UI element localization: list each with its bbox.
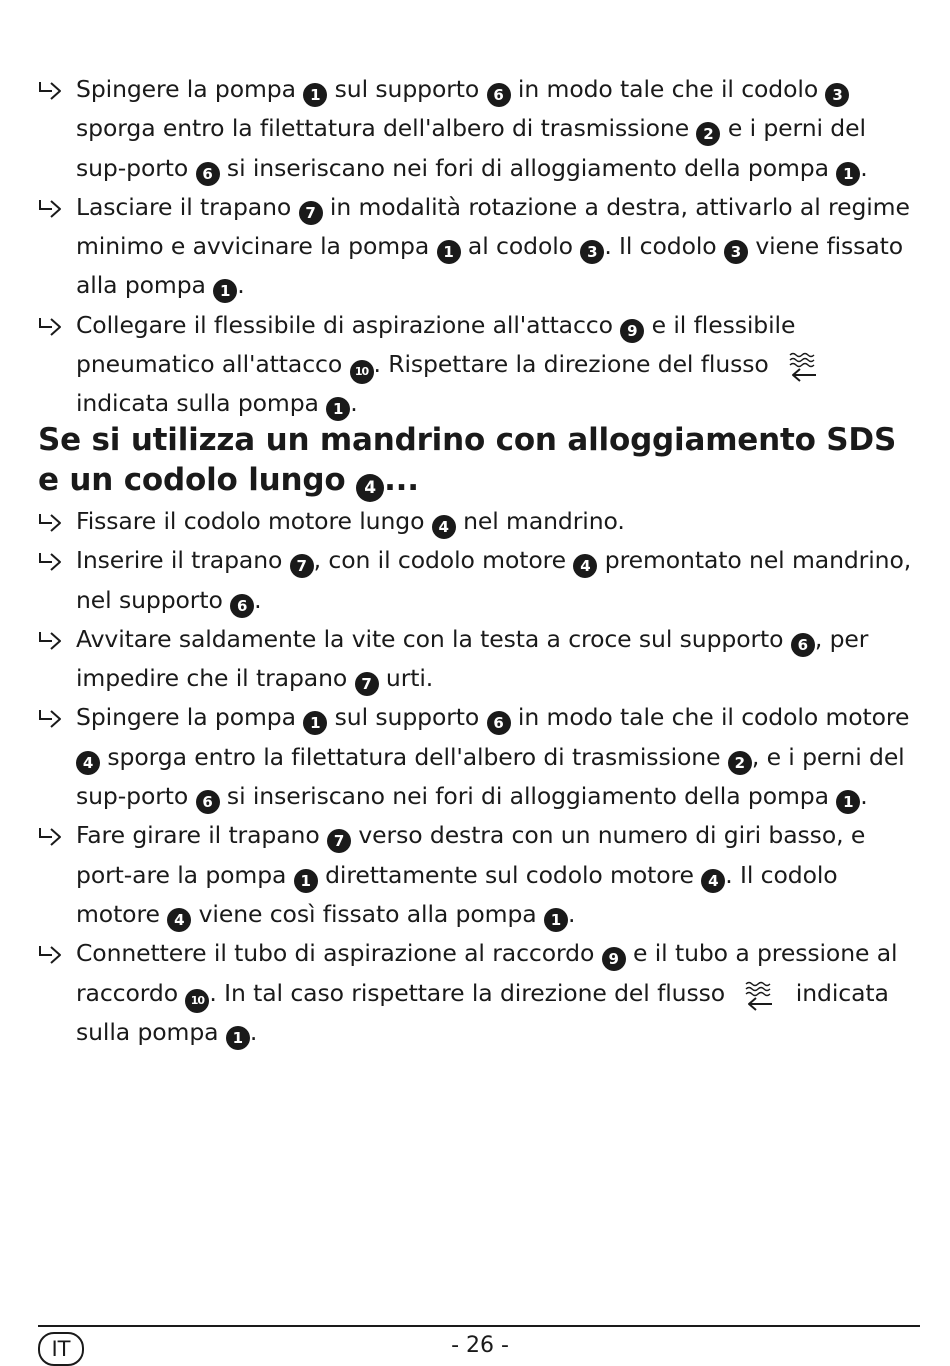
step-text: sporga entro la filettatura dell'albero di trasmissione	[100, 742, 728, 771]
step-text: Spingere la pompa	[76, 75, 304, 103]
step-text: .	[237, 271, 245, 300]
section-heading-suffix: ...	[384, 462, 419, 498]
step-text: .	[254, 585, 262, 614]
instruction-list-bottom	[38, 502, 922, 1052]
step-arrow-icon	[38, 707, 64, 729]
step-text: indicata sulla pompa	[76, 978, 889, 1046]
part-number-badge: 6	[196, 790, 220, 814]
step-text: sul supporto	[327, 703, 487, 732]
footer-divider	[38, 1325, 920, 1327]
section-heading	[38, 420, 918, 502]
step-text: al codolo	[460, 232, 581, 261]
step-text: . Rispettare la direzione del flusso	[373, 350, 777, 379]
step-text: e i perni del sup-porto	[76, 114, 866, 182]
step-text: Fissare il codolo motore lungo	[76, 507, 432, 535]
flow-direction-icon	[740, 979, 780, 1013]
part-number-badge: 3	[724, 240, 748, 264]
part-number-badge: 9	[602, 947, 626, 971]
part-number-badge: 4	[356, 474, 384, 502]
step-text: , con il codolo motore	[313, 546, 574, 575]
part-number-badge: 6	[487, 83, 511, 107]
step-text: .	[860, 782, 868, 811]
part-number-badge: 3	[580, 240, 604, 264]
step-text: in modalità rotazione a destra, attivarlo al regime minimo e avvicinare la pompa	[76, 192, 910, 261]
step-arrow-icon	[38, 825, 64, 847]
step-arrow-icon	[38, 197, 64, 219]
instruction-step	[38, 502, 922, 541]
part-number-badge: 1	[294, 869, 318, 893]
step-text: , e i perni del sup-porto	[76, 742, 905, 811]
part-number-badge: 7	[299, 201, 323, 225]
part-number-badge: 3	[825, 83, 849, 107]
step-text: , per impedire che il trapano	[76, 624, 869, 693]
language-badge: IT	[38, 1332, 84, 1366]
step-text: .	[860, 153, 868, 182]
part-number-badge: 4	[76, 751, 100, 775]
step-text: Spingere la pompa	[76, 703, 304, 732]
instruction-step	[38, 620, 922, 699]
part-number-badge: 4	[573, 554, 597, 578]
part-number-badge: 1	[303, 83, 327, 107]
instruction-step	[38, 816, 922, 934]
instruction-list-top	[38, 70, 922, 424]
part-number-badge: 7	[327, 829, 351, 853]
part-number-badge: 1	[303, 711, 327, 735]
part-number-badge: 7	[290, 554, 314, 578]
part-number-badge: 1	[836, 790, 860, 814]
step-text: .	[567, 899, 576, 928]
part-number-badge: 7	[355, 672, 379, 696]
step-text: e il flessibile pneumatico all'attacco	[76, 310, 796, 379]
step-text: indicata sulla pompa	[76, 389, 327, 418]
step-text: nel mandrino.	[455, 507, 625, 535]
step-text: . Il codolo	[604, 232, 724, 261]
part-number-badge: 1	[836, 162, 860, 186]
step-text: viene fissato alla pompa	[76, 232, 904, 300]
part-number-badge: 4	[701, 869, 725, 893]
step-arrow-icon	[38, 511, 64, 533]
instruction-step	[38, 70, 922, 188]
step-text: . Il codolo motore	[76, 860, 838, 928]
part-number-badge: 6	[196, 162, 220, 186]
step-text: si inseriscano nei fori di alloggiamento della pompa	[219, 153, 837, 182]
step-text: si inseriscano nei fori di alloggiamento della pompa	[219, 782, 837, 811]
part-number-badge: 2	[728, 751, 752, 775]
step-arrow-icon	[38, 550, 64, 572]
instruction-step	[38, 934, 922, 1052]
step-text: Connettere il tubo di aspirazione al raccordo	[76, 939, 602, 968]
page-number: - 26 -	[451, 1333, 509, 1358]
step-text: in modo tale che il codolo	[510, 75, 826, 103]
step-text: urti.	[378, 664, 434, 693]
step-text: direttamente sul codolo motore	[317, 860, 702, 889]
step-text: Collegare il flessibile di aspirazione all'attacco	[76, 310, 621, 339]
step-text: Inserire il trapano	[76, 546, 290, 575]
part-number-badge: 4	[167, 908, 191, 932]
instruction-step	[38, 698, 922, 816]
step-text: premontato nel mandrino, nel supporto	[76, 546, 912, 614]
part-number-badge: 1	[226, 1026, 250, 1050]
part-number-badge: 2	[696, 122, 720, 146]
step-text: .	[350, 389, 358, 418]
part-number-badge: 6	[230, 594, 254, 618]
step-text: Lasciare il trapano	[76, 192, 299, 221]
step-text: Fare girare il trapano	[76, 821, 327, 850]
part-number-badge: 10	[350, 360, 374, 384]
step-arrow-icon	[38, 315, 64, 337]
section-heading-text: Se si utilizza un mandrino con alloggiamento SDS e un codolo lungo	[38, 422, 897, 498]
step-text: sul supporto	[327, 75, 487, 103]
part-number-badge: 1	[544, 908, 568, 932]
part-number-badge: 1	[326, 397, 350, 421]
flow-direction-icon	[784, 350, 824, 384]
instruction-step	[38, 541, 922, 620]
part-number-badge: 1	[437, 240, 461, 264]
part-number-badge: 9	[620, 319, 644, 343]
step-text: sporga entro la filettatura dell'albero di trasmissione	[76, 114, 697, 143]
instruction-step	[38, 188, 922, 306]
step-text: Avvitare saldamente la vite con la testa a croce sul supporto	[76, 624, 791, 653]
step-arrow-icon	[38, 943, 64, 965]
step-arrow-icon	[38, 79, 64, 101]
step-text: .	[249, 1017, 258, 1046]
step-arrow-icon	[38, 629, 64, 651]
part-number-badge: 6	[487, 711, 511, 735]
part-number-badge: 10	[185, 989, 209, 1013]
part-number-badge: 4	[432, 515, 456, 539]
step-text: verso destra con un numero di giri basso, e port-are la pompa	[76, 821, 866, 889]
part-number-badge: 6	[791, 633, 815, 657]
step-text: in modo tale che il codolo motore	[510, 703, 910, 732]
part-number-badge: 1	[213, 279, 237, 303]
step-text: viene così fissato alla pompa	[191, 899, 544, 928]
instruction-step	[38, 306, 922, 424]
step-text: . In tal caso rispettare la direzione del flusso	[209, 978, 733, 1007]
step-text: e il tubo a pressione al raccordo	[76, 939, 898, 1007]
